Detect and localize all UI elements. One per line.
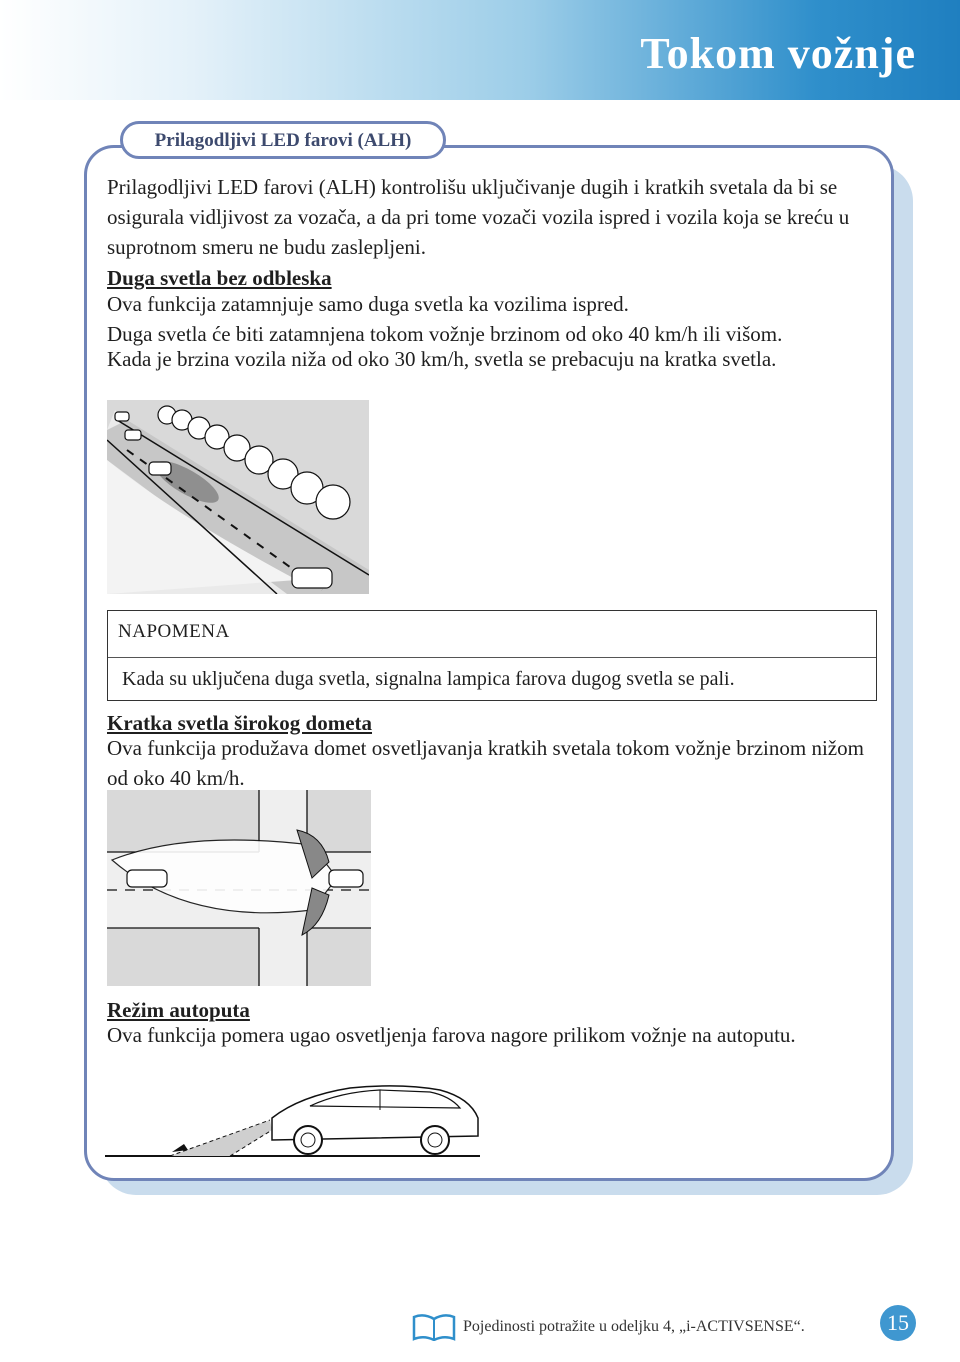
highway-illustration	[100, 1078, 485, 1160]
note-text: Kada su uključena duga svetla, signalna lampica farova dugog svetla se pali.	[122, 668, 735, 690]
highway-heading: Režim autoputa	[107, 998, 250, 1022]
footer-reference: Pojedinosti potražite u odeljku 4, „i-ACTIVSENSE“.	[463, 1318, 805, 1335]
book-icon	[412, 1313, 456, 1341]
page-header	[0, 0, 960, 100]
glare-free-line: Ova funkcija zatamnjuje samo duga svetla ka vozilima ispred.	[107, 292, 629, 316]
glare-free-line: Duga svetla će biti zatamnjena tokom vožnje brzinom od oko 40 km/h ili višom.	[107, 322, 783, 346]
section-tab: Prilagodljivi LED farovi (ALH)	[120, 121, 446, 159]
glare-free-heading: Duga svetla bez odbleska	[107, 266, 332, 290]
page-number: 15	[880, 1305, 916, 1341]
note-title: NAPOMENA	[118, 621, 230, 642]
wide-range-heading: Kratka svetla širokog dometa	[107, 711, 373, 735]
glare-free-line: Kada je brzina vozila niža od oko 30 km/h, svetla se prebacuju na kratka svetla.	[107, 347, 777, 371]
wide-range-text: Ova funkcija produžava domet osvetljavanja kratkih svetala tokom vožnje brzinom nižom od oko 40 km/h.	[107, 736, 864, 790]
wide-range-illustration	[107, 790, 371, 986]
glare-free-illustration	[107, 400, 369, 594]
glare-free-text	[107, 289, 882, 374]
intro-paragraph: Prilagodljivi LED farovi (ALH) kontrolišu uključivanje dugih i kratkih svetala da bi se osigurala vidljivost za vozača, a da pri tome vozači vozila ispred i vozila koja se kreću u suprotnom smeru ne budu zaslepljeni.	[107, 175, 850, 259]
page-title: Tokom vožnje	[640, 29, 916, 78]
highway-text: Ova funkcija pomera ugao osvetljenja farova nagore prilikom vožnje na autoputu.	[107, 1023, 796, 1047]
note-box	[107, 610, 877, 701]
note-divider	[108, 657, 876, 658]
